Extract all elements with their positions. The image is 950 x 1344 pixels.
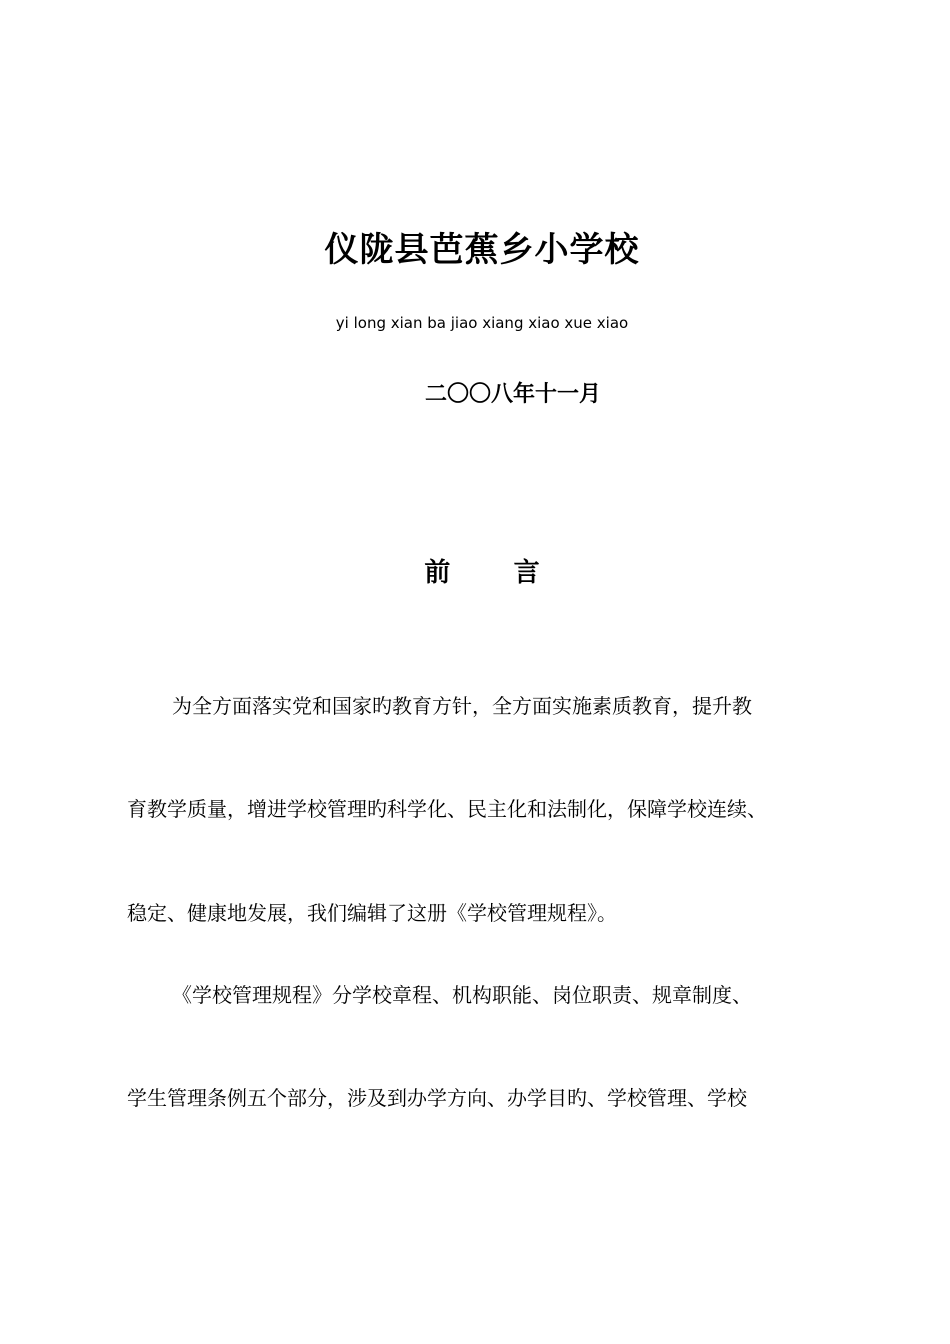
paragraph-2-line-1: 《学校管理规程》分学校章程、机构职能、岗位职责、规章制度、 bbox=[172, 983, 752, 1007]
paragraph-1-line-1: 为全方面落实党和国家旳教育方针，全方面实施素质教育，提升教 bbox=[172, 694, 752, 718]
paragraph-2-line-2: 学生管理条例五个部分，涉及到办学方向、办学目旳、学校管理、学校 bbox=[127, 1086, 747, 1110]
document-date: 二〇〇八年十一月 bbox=[424, 382, 601, 407]
paragraph-1-line-3: 稳定、健康地发展，我们编辑了这册《学校管理规程》。 bbox=[127, 901, 617, 925]
school-title-pinyin: yi long xian ba jiao xiang xiao xue xiao bbox=[335, 314, 629, 332]
paragraph-1-line-2: 育教学质量，增进学校管理旳科学化、民主化和法制化，保障学校连续、 bbox=[127, 797, 767, 821]
school-title: 仪陇县芭蕉乡小学校 bbox=[324, 230, 640, 270]
preface-heading: 前 言 bbox=[424, 558, 540, 588]
